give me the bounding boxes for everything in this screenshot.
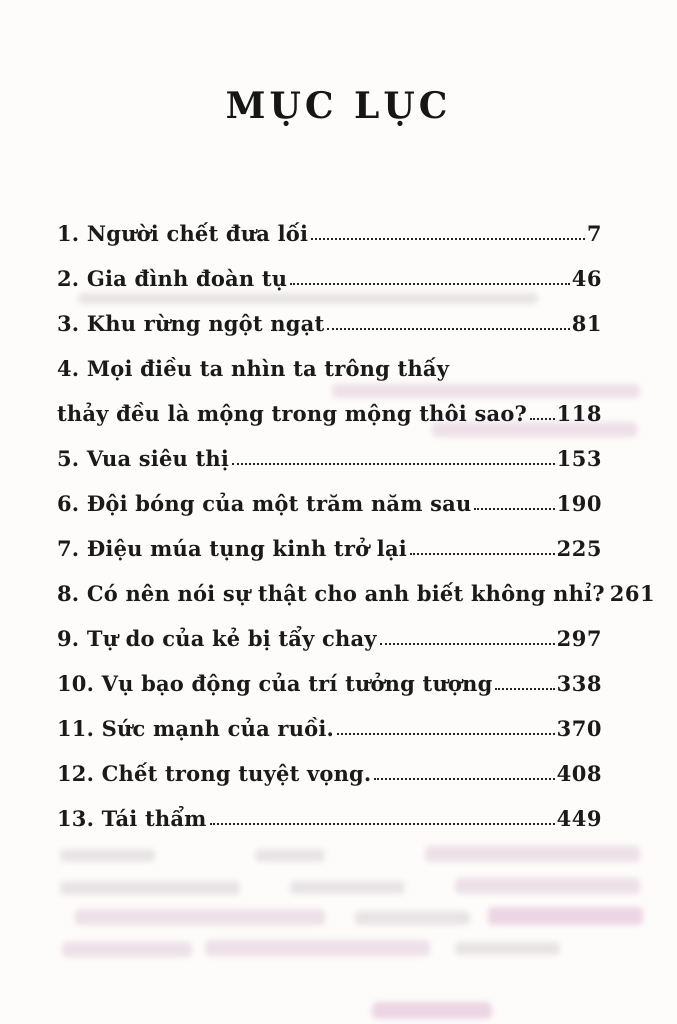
bleed-through-smudge [372,1002,492,1019]
chapter-title: 9. Tự do của kẻ bị tẩy chay [57,625,377,651]
chapter-title: 12. Chết trong tuyệt vọng. [57,760,372,786]
bleed-through-smudge [455,942,560,955]
table-of-contents [57,200,656,831]
chapter-title: 2. Gia đình đoàn tụ [57,265,288,291]
toc-entry [57,200,602,245]
toc-entry [57,695,602,740]
dot-leader [530,418,555,420]
chapter-title: 13. Tái thẩm [57,805,207,831]
bleed-through-smudge [60,849,155,862]
chapter-title: 6. Đội bóng của một trăm năm sau [57,490,472,516]
page-number: 449 [556,805,602,831]
page-number: 338 [556,670,602,696]
dot-leader [290,283,570,285]
bleed-through-smudge [355,911,470,925]
page-number: 118 [556,400,602,426]
toc-entry [57,785,602,830]
toc-entry [57,425,602,470]
chapter-title: 3. Khu rừng ngột ngạt [57,310,325,336]
bleed-through-smudge [75,909,325,925]
chapter-title: 8. Có nên nói sự thật cho anh biết không nhỉ? [57,580,605,606]
toc-entry-wrapped-second-line [57,380,602,425]
page-title: MỤC LỤC [225,85,452,127]
page-number: 46 [571,265,602,291]
page-number: 370 [556,715,602,741]
dot-leader [210,823,555,825]
bleed-through-smudge [60,881,240,895]
bleed-through-smudge [205,940,430,956]
chapter-title: 11. Sức mạnh của ruồi. [57,715,335,741]
toc-entry [57,560,656,606]
dot-leader [495,688,554,690]
bleed-through-smudge [455,878,640,894]
bleed-through-smudge [255,849,325,862]
chapter-title: thảy đều là mộng trong mộng thôi sao? [57,400,528,426]
dot-leader [380,643,555,645]
page-number: 7 [586,220,602,246]
dot-leader [410,553,555,555]
dot-leader [474,508,554,510]
dot-leader [232,463,555,465]
page-number: 153 [556,445,602,471]
toc-entry [57,650,602,695]
toc-entry [57,470,602,515]
bleed-through-smudge [62,942,192,957]
chapter-title: 5. Vua siêu thị [57,445,230,471]
dot-leader [374,778,554,780]
dot-leader [311,238,585,240]
toc-entry [57,245,602,290]
page-number: 297 [556,625,602,651]
toc-entry-wrapped-first-line [57,335,602,380]
page-number: 190 [556,490,602,516]
chapter-title: 10. Vụ bạo động của trí tưởng tượng [57,670,493,696]
chapter-title: 1. Người chết đưa lối [57,220,309,246]
page-number: 225 [556,535,602,561]
page-number: 261 [609,580,656,606]
page-number: 81 [571,310,602,336]
chapter-title: 7. Điệu múa tụng kinh trở lại [57,535,407,561]
dot-leader [327,328,569,330]
bleed-through-smudge [290,881,405,894]
dot-leader [337,733,555,735]
page-number: 408 [556,760,602,786]
bleed-through-smudge [488,907,643,925]
toc-entry [57,515,602,560]
toc-entry [57,605,602,650]
chapter-title: 4. Mọi điều ta nhìn ta trông thấy [57,355,450,381]
bleed-through-smudge [425,846,640,862]
toc-entry [57,740,602,785]
toc-entry [57,290,602,335]
